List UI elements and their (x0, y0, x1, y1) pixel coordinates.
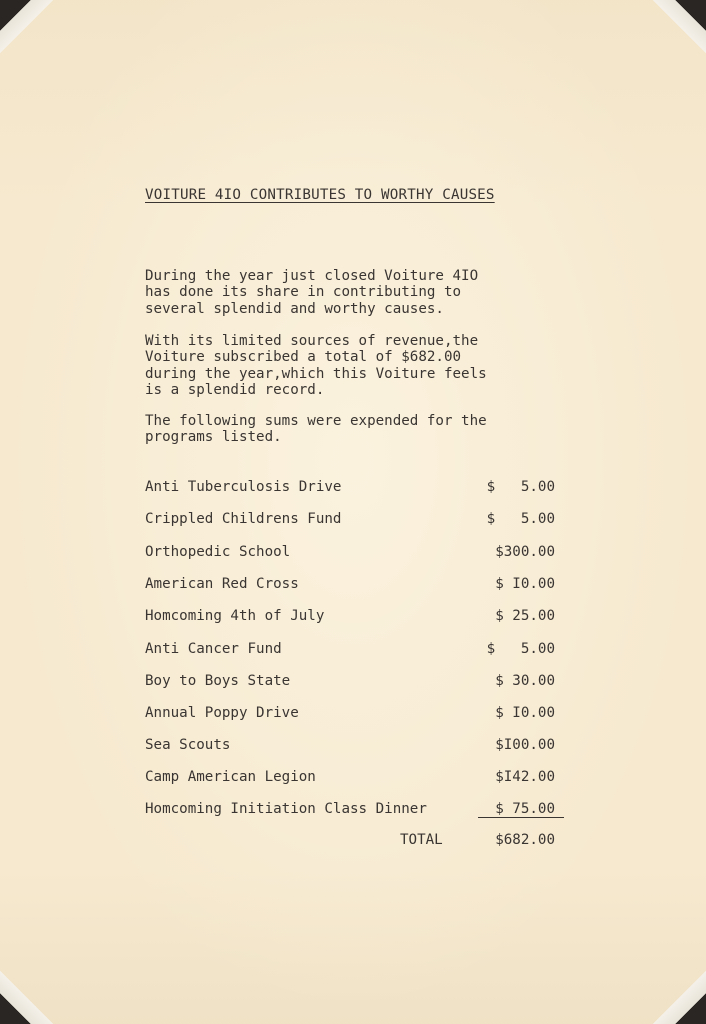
item-label: Camp American Legion (145, 769, 316, 785)
total-label: TOTAL (400, 832, 443, 848)
item-label: Anti Tuberculosis Drive (145, 479, 342, 495)
item-label: Orthopedic School (145, 544, 291, 560)
item-amount: $I00.00 (495, 737, 555, 753)
item-label: Anti Cancer Fund (145, 641, 282, 657)
item-amount: $ 5.00 (486, 641, 555, 657)
paragraph-sums: The following sums were expended for the programs listed. (145, 413, 487, 446)
photo-corner-bottom-right (636, 954, 706, 1024)
item-amount: $ 30.00 (495, 673, 555, 689)
item-amount: $I42.00 (495, 769, 555, 785)
item-amount: $300.00 (495, 544, 555, 560)
paragraph-revenue: With its limited sources of revenue,the Voiture subscribed a total of $682.00 during the year,which this Voiture feels is a splendid record. (145, 333, 487, 398)
item-amount: $ I0.00 (495, 576, 555, 592)
item-label: Homcoming 4th of July (145, 608, 325, 624)
item-amount: $ 75.00 (495, 801, 555, 817)
item-amount: $ 5.00 (486, 511, 555, 527)
total-amount: $682.00 (495, 832, 555, 848)
item-label: American Red Cross (145, 576, 299, 592)
item-label: Homcoming Initiation Class Dinner (145, 801, 427, 817)
photo-corner-top-left (0, 0, 70, 70)
item-label: Sea Scouts (145, 737, 231, 753)
item-label: Crippled Childrens Fund (145, 511, 342, 527)
photo-corner-top-right (636, 0, 706, 70)
subtotal-underline (478, 817, 564, 818)
document-title: VOITURE 4IO CONTRIBUTES TO WORTHY CAUSES (145, 187, 495, 203)
paragraph-intro: During the year just closed Voiture 4IO has done its share in contributing to several splendid and worthy causes. (145, 268, 479, 317)
photo-corner-bottom-left (0, 954, 70, 1024)
item-amount: $ 5.00 (486, 479, 555, 495)
item-amount: $ 25.00 (495, 608, 555, 624)
item-amount: $ I0.00 (495, 705, 555, 721)
item-label: Boy to Boys State (145, 673, 291, 689)
item-label: Annual Poppy Drive (145, 705, 299, 721)
